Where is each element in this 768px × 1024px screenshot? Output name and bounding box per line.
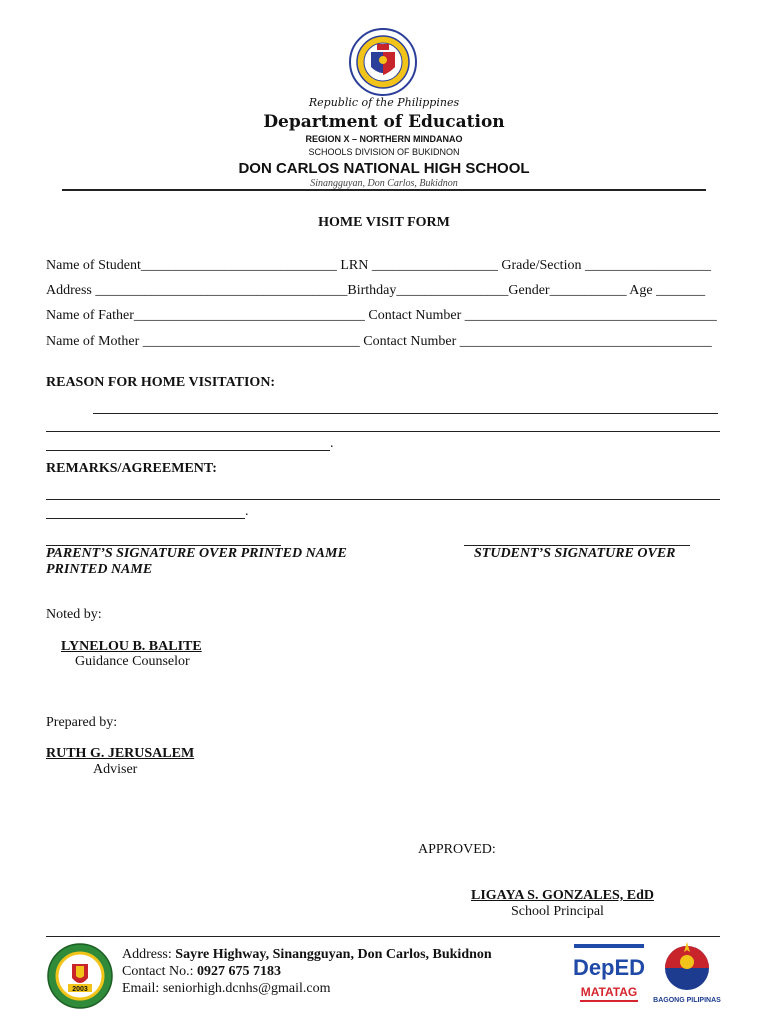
division-text: SCHOOLS DIVISION OF BUKIDNON <box>308 147 460 157</box>
bagong-pilipinas-logo <box>652 940 722 1006</box>
reason-line-1[interactable] <box>93 413 718 414</box>
principal-name: LIGAYA S. GONZALES, EdD <box>471 888 654 903</box>
printed-name-label: PRINTED NAME <box>46 562 153 577</box>
school-location: Sinangguyan, Don Carlos, Bukidnon <box>310 178 458 189</box>
remarks-end-period: . <box>245 504 249 519</box>
counselor-name: LYNELOU B. BALITE <box>61 639 202 654</box>
reason-heading: REASON FOR HOME VISITATION: <box>46 375 276 390</box>
address-value: Sayre Highway, Sinangguyan, Don Carlos, Bukidnon <box>175 947 492 962</box>
email-value[interactable]: seniorhigh.dcnhs@gmail.com <box>162 981 331 996</box>
address-label: Address: <box>122 947 176 962</box>
principal-title: School Principal <box>511 904 604 919</box>
school-name: DON CARLOS NATIONAL HIGH SCHOOL <box>238 160 530 177</box>
prepared-by-label: Prepared by: <box>46 715 118 730</box>
header-divider <box>62 189 706 191</box>
deped-seal-logo <box>347 27 419 97</box>
adviser-name: RUTH G. JERUSALEM <box>46 746 195 761</box>
form-title: HOME VISIT FORM <box>318 215 450 230</box>
bagong-pilipinas-text: BAGONG PILIPINAS <box>653 997 721 1004</box>
student-info-row[interactable]: Name of Student____________________________ LRN __________________ Grade/Section __________________ <box>46 258 711 273</box>
adviser-title: Adviser <box>93 762 138 777</box>
school-logo-year: 2003 <box>72 986 88 993</box>
republic-text: Republic of the Philippines <box>308 96 460 109</box>
footer-contact <box>122 964 281 980</box>
counselor-title: Guidance Counselor <box>75 654 190 669</box>
remarks-heading: REMARKS/AGREEMENT: <box>46 461 217 476</box>
reason-end-period: . <box>330 436 334 451</box>
footer-address <box>122 947 492 963</box>
reason-line-3[interactable] <box>46 450 330 451</box>
reason-line-2[interactable] <box>46 431 720 432</box>
department-title: Department of Education <box>263 112 505 132</box>
footer-divider <box>46 936 720 937</box>
school-logo <box>46 942 114 1010</box>
region-text: REGION X – NORTHERN MINDANAO <box>305 134 463 144</box>
address-info-row[interactable]: Address ____________________________________Birthday________________Gender___________ Age _______ <box>46 283 706 298</box>
contact-label: Contact No.: <box>122 964 198 979</box>
approved-label: APPROVED: <box>418 842 496 857</box>
remarks-line-2[interactable] <box>46 518 245 519</box>
student-signature-label: STUDENT’S SIGNATURE OVER <box>474 546 676 561</box>
remarks-line-1[interactable] <box>46 499 720 500</box>
mother-info-row[interactable]: Name of Mother _______________________________ Contact Number ____________________________________ <box>46 334 712 349</box>
email-label: Email: <box>122 981 163 996</box>
noted-by-label: Noted by: <box>46 607 102 622</box>
footer-email[interactable] <box>122 981 330 997</box>
deped-logo-text: DepED <box>572 955 646 980</box>
matatag-text: MATATAG <box>580 985 638 999</box>
father-info-row[interactable]: Name of Father_________________________________ Contact Number ____________________________________ <box>46 308 717 323</box>
contact-value: 0927 675 7183 <box>197 964 282 979</box>
parent-signature-label: PARENT’S SIGNATURE OVER PRINTED NAME <box>46 546 347 561</box>
deped-matatag-logo <box>572 942 646 1006</box>
